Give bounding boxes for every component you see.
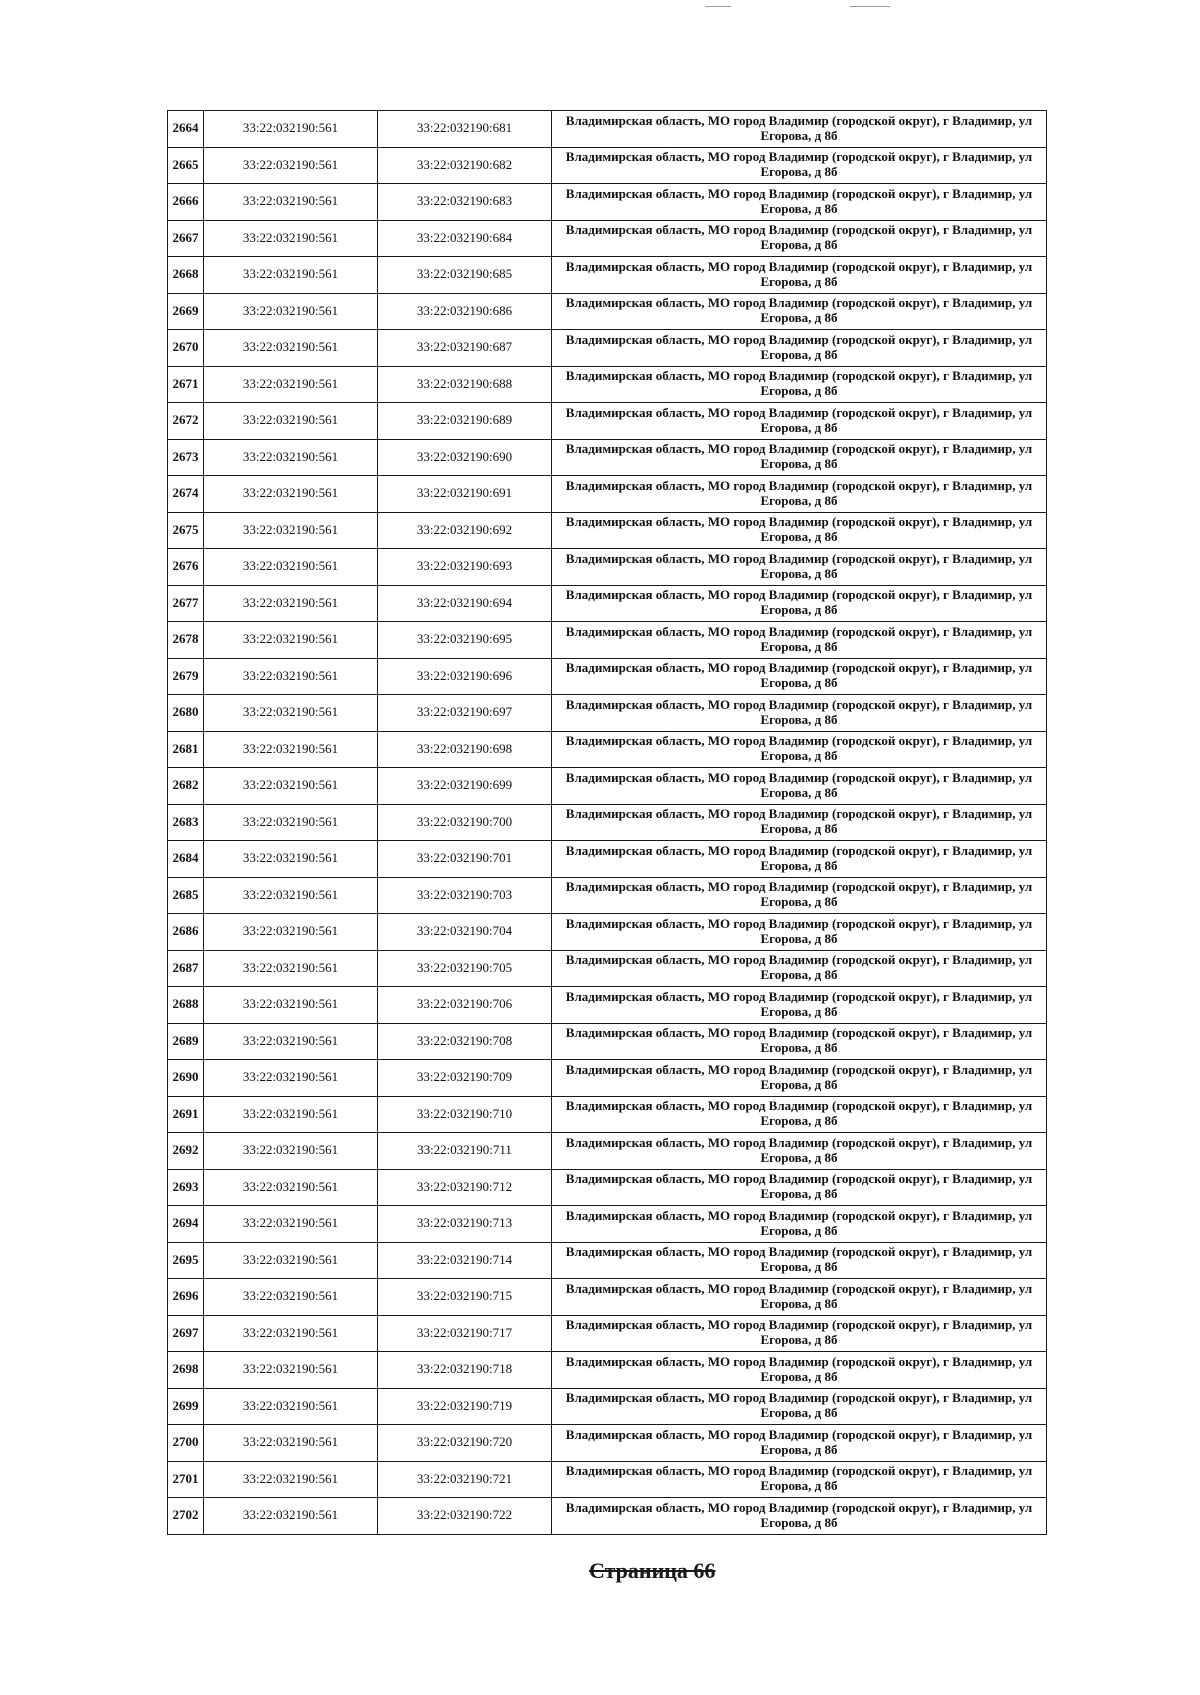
cadastral-number-cell: 33:22:032190:720 <box>378 1425 552 1462</box>
table-row <box>168 220 1047 257</box>
cadastral-number-cell: 33:22:032190:684 <box>378 220 552 257</box>
cadastral-number-cell: 33:22:032190:703 <box>378 877 552 914</box>
address-cell: Владимирская область, МО город Владимир (городской округ), г Владимир, ул Егорова, д 8б <box>552 439 1047 476</box>
cadastral-number-cell: 33:22:032190:699 <box>378 768 552 805</box>
address-cell: Владимирская область, МО город Владимир (городской округ), г Владимир, ул Егорова, д 8б <box>552 658 1047 695</box>
row-number-cell: 2671 <box>168 366 204 403</box>
cadastral-number-cell: 33:22:032190:686 <box>378 293 552 330</box>
cadastral-table <box>167 110 1047 1535</box>
parent-cadastral-cell: 33:22:032190:561 <box>204 1169 378 1206</box>
address-cell: Владимирская область, МО город Владимир (городской округ), г Владимир, ул Егорова, д 8б <box>552 804 1047 841</box>
table-row <box>168 1425 1047 1462</box>
cadastral-number-cell: 33:22:032190:694 <box>378 585 552 622</box>
parent-cadastral-cell: 33:22:032190:561 <box>204 914 378 951</box>
row-number-cell: 2669 <box>168 293 204 330</box>
parent-cadastral-cell: 33:22:032190:561 <box>204 1461 378 1498</box>
cadastral-number-cell: 33:22:032190:722 <box>378 1498 552 1535</box>
cadastral-number-cell: 33:22:032190:713 <box>378 1206 552 1243</box>
cadastral-number-cell: 33:22:032190:706 <box>378 987 552 1024</box>
row-number-cell: 2691 <box>168 1096 204 1133</box>
parent-cadastral-cell: 33:22:032190:561 <box>204 476 378 513</box>
cadastral-number-cell: 33:22:032190:697 <box>378 695 552 732</box>
parent-cadastral-cell: 33:22:032190:561 <box>204 1133 378 1170</box>
parent-cadastral-cell: 33:22:032190:561 <box>204 439 378 476</box>
address-cell: Владимирская область, МО город Владимир (городской округ), г Владимир, ул Егорова, д 8б <box>552 1060 1047 1097</box>
row-number-cell: 2689 <box>168 1023 204 1060</box>
table-row <box>168 476 1047 513</box>
row-number-cell: 2687 <box>168 950 204 987</box>
row-number-cell: 2702 <box>168 1498 204 1535</box>
scan-artifact <box>850 6 890 7</box>
table-row <box>168 147 1047 184</box>
cadastral-number-cell: 33:22:032190:696 <box>378 658 552 695</box>
parent-cadastral-cell: 33:22:032190:561 <box>204 877 378 914</box>
address-cell: Владимирская область, МО город Владимир (городской округ), г Владимир, ул Егорова, д 8б <box>552 1388 1047 1425</box>
table-row <box>168 841 1047 878</box>
row-number-cell: 2678 <box>168 622 204 659</box>
table-row <box>168 950 1047 987</box>
parent-cadastral-cell: 33:22:032190:561 <box>204 768 378 805</box>
address-cell: Владимирская область, МО город Владимир (городской округ), г Владимир, ул Егорова, д 8б <box>552 184 1047 221</box>
parent-cadastral-cell: 33:22:032190:561 <box>204 1352 378 1389</box>
table-row <box>168 622 1047 659</box>
table-row <box>168 549 1047 586</box>
table-row <box>168 330 1047 367</box>
row-number-cell: 2677 <box>168 585 204 622</box>
cadastral-number-cell: 33:22:032190:681 <box>378 111 552 148</box>
parent-cadastral-cell: 33:22:032190:561 <box>204 950 378 987</box>
row-number-cell: 2664 <box>168 111 204 148</box>
row-number-cell: 2679 <box>168 658 204 695</box>
table-row <box>168 877 1047 914</box>
cadastral-number-cell: 33:22:032190:709 <box>378 1060 552 1097</box>
address-cell: Владимирская область, МО город Владимир (городской округ), г Владимир, ул Егорова, д 8б <box>552 330 1047 367</box>
table-row <box>168 658 1047 695</box>
cadastral-number-cell: 33:22:032190:714 <box>378 1242 552 1279</box>
parent-cadastral-cell: 33:22:032190:561 <box>204 622 378 659</box>
parent-cadastral-cell: 33:22:032190:561 <box>204 1425 378 1462</box>
cadastral-number-cell: 33:22:032190:700 <box>378 804 552 841</box>
cadastral-number-cell: 33:22:032190:687 <box>378 330 552 367</box>
address-cell: Владимирская область, МО город Владимир (городской округ), г Владимир, ул Егорова, д 8б <box>552 403 1047 440</box>
table-row <box>168 1461 1047 1498</box>
cadastral-number-cell: 33:22:032190:704 <box>378 914 552 951</box>
page-number: Страница 66 <box>589 1558 716 1583</box>
table-row <box>168 1315 1047 1352</box>
cadastral-number-cell: 33:22:032190:695 <box>378 622 552 659</box>
row-number-cell: 2693 <box>168 1169 204 1206</box>
parent-cadastral-cell: 33:22:032190:561 <box>204 987 378 1024</box>
parent-cadastral-cell: 33:22:032190:561 <box>204 585 378 622</box>
row-number-cell: 2673 <box>168 439 204 476</box>
parent-cadastral-cell: 33:22:032190:561 <box>204 293 378 330</box>
row-number-cell: 2682 <box>168 768 204 805</box>
table-row <box>168 366 1047 403</box>
parent-cadastral-cell: 33:22:032190:561 <box>204 658 378 695</box>
cadastral-number-cell: 33:22:032190:719 <box>378 1388 552 1425</box>
cadastral-number-cell: 33:22:032190:710 <box>378 1096 552 1133</box>
cadastral-number-cell: 33:22:032190:698 <box>378 731 552 768</box>
row-number-cell: 2683 <box>168 804 204 841</box>
table-row <box>168 1206 1047 1243</box>
parent-cadastral-cell: 33:22:032190:561 <box>204 1498 378 1535</box>
address-cell: Владимирская область, МО город Владимир (городской округ), г Владимир, ул Егорова, д 8б <box>552 549 1047 586</box>
table-row <box>168 1060 1047 1097</box>
address-cell: Владимирская область, МО город Владимир (городской округ), г Владимир, ул Егорова, д 8б <box>552 147 1047 184</box>
table-row <box>168 1242 1047 1279</box>
table-row <box>168 1498 1047 1535</box>
parent-cadastral-cell: 33:22:032190:561 <box>204 1096 378 1133</box>
parent-cadastral-cell: 33:22:032190:561 <box>204 549 378 586</box>
table-row <box>168 585 1047 622</box>
address-cell: Владимирская область, МО город Владимир (городской округ), г Владимир, ул Егорова, д 8б <box>552 768 1047 805</box>
table-row <box>168 111 1047 148</box>
table-row <box>168 1169 1047 1206</box>
table-row <box>168 804 1047 841</box>
address-cell: Владимирская область, МО город Владимир (городской округ), г Владимир, ул Егорова, д 8б <box>552 987 1047 1024</box>
address-cell: Владимирская область, МО город Владимир (городской округ), г Владимир, ул Егорова, д 8б <box>552 1169 1047 1206</box>
address-cell: Владимирская область, МО город Владимир (городской округ), г Владимир, ул Егорова, д 8б <box>552 293 1047 330</box>
address-cell: Владимирская область, МО город Владимир (городской округ), г Владимир, ул Егорова, д 8б <box>552 950 1047 987</box>
cadastral-number-cell: 33:22:032190:718 <box>378 1352 552 1389</box>
row-number-cell: 2694 <box>168 1206 204 1243</box>
cadastral-number-cell: 33:22:032190:691 <box>378 476 552 513</box>
address-cell: Владимирская область, МО город Владимир (городской округ), г Владимир, ул Егорова, д 8б <box>552 1242 1047 1279</box>
row-number-cell: 2698 <box>168 1352 204 1389</box>
parent-cadastral-cell: 33:22:032190:561 <box>204 1315 378 1352</box>
address-cell: Владимирская область, МО город Владимир (городской округ), г Владимир, ул Егорова, д 8б <box>552 1206 1047 1243</box>
row-number-cell: 2675 <box>168 512 204 549</box>
cadastral-number-cell: 33:22:032190:683 <box>378 184 552 221</box>
cadastral-number-cell: 33:22:032190:701 <box>378 841 552 878</box>
parent-cadastral-cell: 33:22:032190:561 <box>204 403 378 440</box>
row-number-cell: 2697 <box>168 1315 204 1352</box>
table-row <box>168 439 1047 476</box>
row-number-cell: 2672 <box>168 403 204 440</box>
address-cell: Владимирская область, МО город Владимир (городской округ), г Владимир, ул Егорова, д 8б <box>552 877 1047 914</box>
table-row <box>168 1388 1047 1425</box>
cadastral-number-cell: 33:22:032190:688 <box>378 366 552 403</box>
table-body <box>168 111 1047 1535</box>
table-row <box>168 184 1047 221</box>
row-number-cell: 2665 <box>168 147 204 184</box>
row-number-cell: 2667 <box>168 220 204 257</box>
address-cell: Владимирская область, МО город Владимир (городской округ), г Владимир, ул Егорова, д 8б <box>552 1279 1047 1316</box>
table-row <box>168 1352 1047 1389</box>
row-number-cell: 2690 <box>168 1060 204 1097</box>
table-row <box>168 1096 1047 1133</box>
address-cell: Владимирская область, МО город Владимир (городской округ), г Владимир, ул Егорова, д 8б <box>552 111 1047 148</box>
address-cell: Владимирская область, МО город Владимир (городской округ), г Владимир, ул Егорова, д 8б <box>552 695 1047 732</box>
cadastral-number-cell: 33:22:032190:721 <box>378 1461 552 1498</box>
cadastral-number-cell: 33:22:032190:689 <box>378 403 552 440</box>
parent-cadastral-cell: 33:22:032190:561 <box>204 1242 378 1279</box>
parent-cadastral-cell: 33:22:032190:561 <box>204 841 378 878</box>
parent-cadastral-cell: 33:22:032190:561 <box>204 184 378 221</box>
address-cell: Владимирская область, МО город Владимир (городской округ), г Владимир, ул Егорова, д 8б <box>552 1461 1047 1498</box>
table-row <box>168 1279 1047 1316</box>
cadastral-number-cell: 33:22:032190:717 <box>378 1315 552 1352</box>
address-cell: Владимирская область, МО город Владимир (городской округ), г Владимир, ул Егорова, д 8б <box>552 1425 1047 1462</box>
parent-cadastral-cell: 33:22:032190:561 <box>204 731 378 768</box>
parent-cadastral-cell: 33:22:032190:561 <box>204 512 378 549</box>
row-number-cell: 2701 <box>168 1461 204 1498</box>
address-cell: Владимирская область, МО город Владимир (городской округ), г Владимир, ул Егорова, д 8б <box>552 731 1047 768</box>
parent-cadastral-cell: 33:22:032190:561 <box>204 804 378 841</box>
row-number-cell: 2670 <box>168 330 204 367</box>
table-row <box>168 1133 1047 1170</box>
row-number-cell: 2686 <box>168 914 204 951</box>
cadastral-number-cell: 33:22:032190:693 <box>378 549 552 586</box>
parent-cadastral-cell: 33:22:032190:561 <box>204 257 378 294</box>
address-cell: Владимирская область, МО город Владимир (городской округ), г Владимир, ул Егорова, д 8б <box>552 220 1047 257</box>
cadastral-number-cell: 33:22:032190:715 <box>378 1279 552 1316</box>
table-row <box>168 1023 1047 1060</box>
table-row <box>168 695 1047 732</box>
cadastral-number-cell: 33:22:032190:711 <box>378 1133 552 1170</box>
parent-cadastral-cell: 33:22:032190:561 <box>204 695 378 732</box>
table-row <box>168 512 1047 549</box>
address-cell: Владимирская область, МО город Владимир (городской округ), г Владимир, ул Егорова, д 8б <box>552 512 1047 549</box>
parent-cadastral-cell: 33:22:032190:561 <box>204 1060 378 1097</box>
parent-cadastral-cell: 33:22:032190:561 <box>204 330 378 367</box>
parent-cadastral-cell: 33:22:032190:561 <box>204 1279 378 1316</box>
parent-cadastral-cell: 33:22:032190:561 <box>204 366 378 403</box>
address-cell: Владимирская область, МО город Владимир (городской округ), г Владимир, ул Егорова, д 8б <box>552 1096 1047 1133</box>
parent-cadastral-cell: 33:22:032190:561 <box>204 1206 378 1243</box>
row-number-cell: 2700 <box>168 1425 204 1462</box>
row-number-cell: 2668 <box>168 257 204 294</box>
cadastral-number-cell: 33:22:032190:690 <box>378 439 552 476</box>
row-number-cell: 2692 <box>168 1133 204 1170</box>
scan-artifact <box>705 6 731 7</box>
cadastral-number-cell: 33:22:032190:708 <box>378 1023 552 1060</box>
address-cell: Владимирская область, МО город Владимир (городской округ), г Владимир, ул Егорова, д 8б <box>552 1133 1047 1170</box>
parent-cadastral-cell: 33:22:032190:561 <box>204 220 378 257</box>
table-row <box>168 914 1047 951</box>
address-cell: Владимирская область, МО город Владимир (городской округ), г Владимир, ул Егорова, д 8б <box>552 476 1047 513</box>
row-number-cell: 2685 <box>168 877 204 914</box>
address-cell: Владимирская область, МО город Владимир (городской округ), г Владимир, ул Егорова, д 8б <box>552 914 1047 951</box>
table-row <box>168 731 1047 768</box>
row-number-cell: 2676 <box>168 549 204 586</box>
cadastral-number-cell: 33:22:032190:685 <box>378 257 552 294</box>
address-cell: Владимирская область, МО город Владимир (городской округ), г Владимир, ул Егорова, д 8б <box>552 366 1047 403</box>
address-cell: Владимирская область, МО город Владимир (городской округ), г Владимир, ул Егорова, д 8б <box>552 1352 1047 1389</box>
parent-cadastral-cell: 33:22:032190:561 <box>204 147 378 184</box>
cadastral-number-cell: 33:22:032190:705 <box>378 950 552 987</box>
address-cell: Владимирская область, МО город Владимир (городской округ), г Владимир, ул Егорова, д 8б <box>552 1023 1047 1060</box>
table-row <box>168 403 1047 440</box>
row-number-cell: 2681 <box>168 731 204 768</box>
row-number-cell: 2699 <box>168 1388 204 1425</box>
row-number-cell: 2688 <box>168 987 204 1024</box>
row-number-cell: 2696 <box>168 1279 204 1316</box>
row-number-cell: 2680 <box>168 695 204 732</box>
table-row <box>168 987 1047 1024</box>
table-row <box>168 768 1047 805</box>
address-cell: Владимирская область, МО город Владимир (городской округ), г Владимир, ул Егорова, д 8б <box>552 585 1047 622</box>
address-cell: Владимирская область, МО город Владимир (городской округ), г Владимир, ул Егорова, д 8б <box>552 1498 1047 1535</box>
address-cell: Владимирская область, МО город Владимир (городской округ), г Владимир, ул Егорова, д 8б <box>552 622 1047 659</box>
table-row <box>168 293 1047 330</box>
parent-cadastral-cell: 33:22:032190:561 <box>204 1388 378 1425</box>
row-number-cell: 2684 <box>168 841 204 878</box>
cadastral-number-cell: 33:22:032190:692 <box>378 512 552 549</box>
parent-cadastral-cell: 33:22:032190:561 <box>204 1023 378 1060</box>
row-number-cell: 2666 <box>168 184 204 221</box>
row-number-cell: 2674 <box>168 476 204 513</box>
parent-cadastral-cell: 33:22:032190:561 <box>204 111 378 148</box>
cadastral-number-cell: 33:22:032190:682 <box>378 147 552 184</box>
table-row <box>168 257 1047 294</box>
cadastral-number-cell: 33:22:032190:712 <box>378 1169 552 1206</box>
address-cell: Владимирская область, МО город Владимир (городской округ), г Владимир, ул Егорова, д 8б <box>552 1315 1047 1352</box>
address-cell: Владимирская область, МО город Владимир (городской округ), г Владимир, ул Егорова, д 8б <box>552 841 1047 878</box>
address-cell: Владимирская область, МО город Владимир (городской округ), г Владимир, ул Егорова, д 8б <box>552 257 1047 294</box>
row-number-cell: 2695 <box>168 1242 204 1279</box>
